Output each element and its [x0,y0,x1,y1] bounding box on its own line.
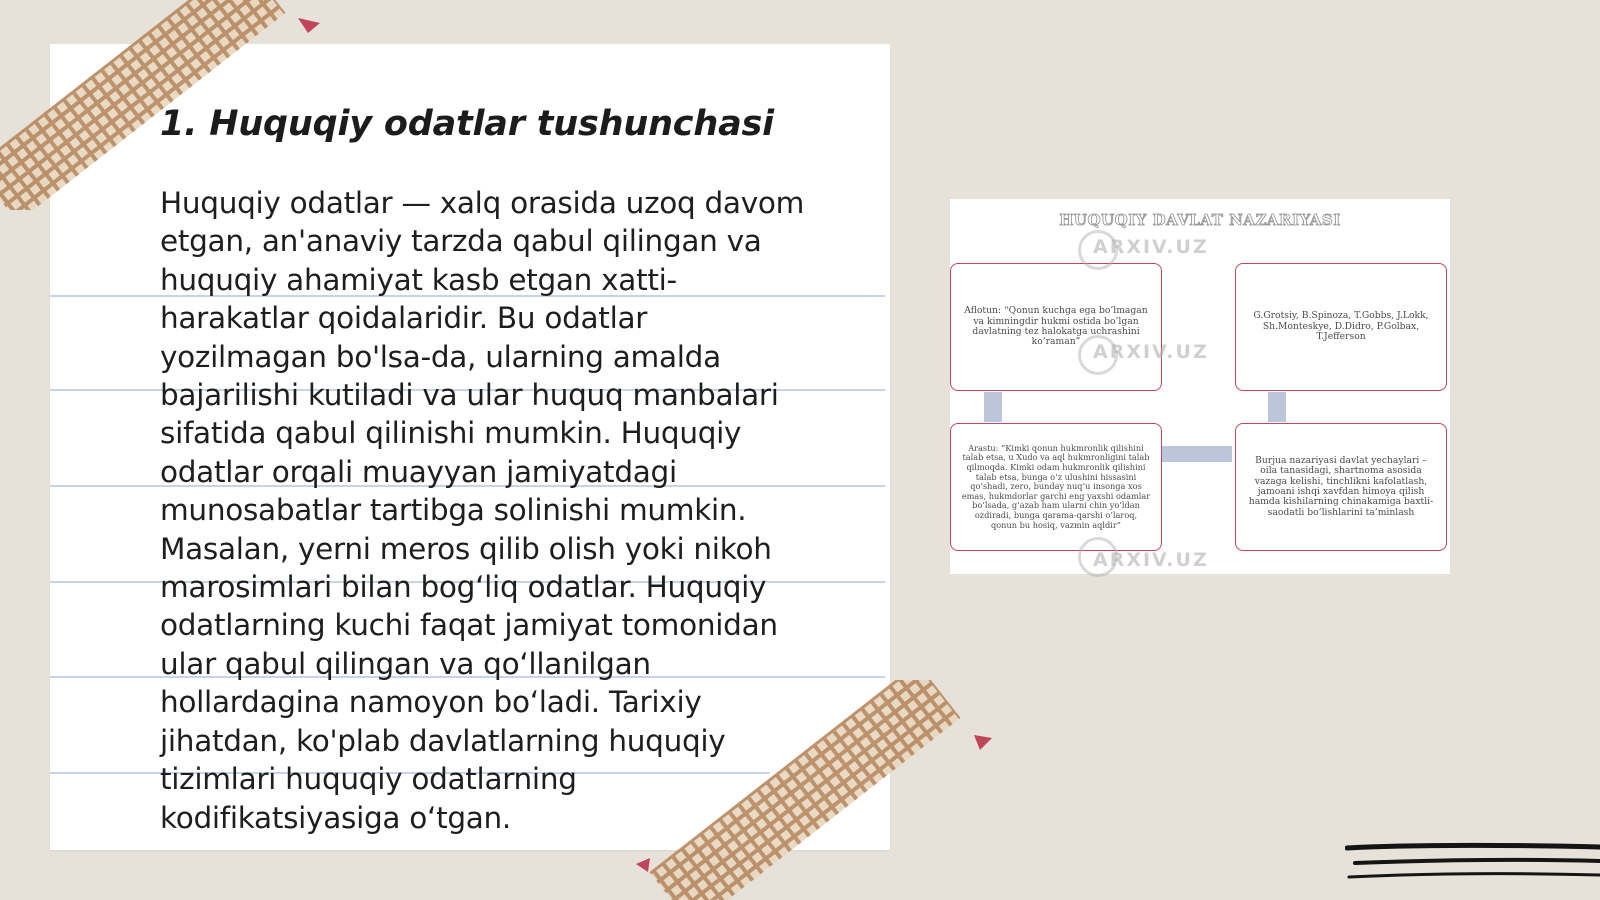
diagram-connector [1162,446,1232,462]
watermark: ARXIV.UZ [1093,236,1209,258]
body-line: bajarilishi kutiladi va ular huquq manbalari [160,378,779,413]
diagram-image [950,199,1450,574]
body-line: odatlar orqali muayyan jamiyatdagi [160,454,677,489]
body-line: marosimlari bilan bogʻliq odatlar. Huquqiy [160,570,767,605]
diagram-title: HUQUQIY DAVLAT NAZARIYASI [1059,211,1341,229]
body-line: harakatlar qoidalaridir. Bu odatlar [160,301,648,336]
body-line: yozilmagan bo'lsa-da, ularning amalda [160,339,721,374]
diagram-box [950,263,1162,391]
body-line: Huquqiy odatlar — xalq orasida uzoq davom [160,186,805,220]
body-paragraph [160,184,850,837]
diagram-box-text: Burjua nazariyasi davlat yechaylari – oila tanasidagi, shartnoma asosida vazaga kelishi, tinchlikni kafolatlash, jamoani ishqi xavfdan himoya qilish hamda kishilarning chinakamiga baxtli-saodatli bo’lishlarini ta’minlash [1248,454,1434,518]
diagram-box-text: Arastu: “Kimki qonun hukmronlik qilishini talab etsa, u Xudo va aql hukmronligini talab qilmoqda. Kimki odam hukmronlik qilishini talab etsa, bunga o’z ulushini hissasini qo’shadi, zero, bunday nuq’u insonga xos emas, hukmdorlar garchi eng yaxshi odamlar bo’lsada, g’azab ham ularni chin yo’ldan ozdiradi, bunga qarama-qarshi o’laroq, qonun bu hosiq, vazmin aqldir” [961,442,1151,530]
slide-title: 1. Huquqiy odatlar tushunchasi [160,104,774,144]
diagram-box [1235,423,1447,551]
diagram-box-text: G.Grotsiy, B.Spinoza, T.Gobbs, J.Lokk, Sh.Monteskye, D.Didro, P.Golbax, T.Jefferson [1253,310,1429,343]
body-line: odatlarning kuchi faqat jamiyat tomonidan [160,608,778,643]
diagram-box-text: Aflotun: “Qonun kuchga ega bo’lmagan va kimningdir hukmi ostida bo’lgan davlatning tez halokatga uchrashini ko’raman” [964,305,1148,348]
brush-stroke-lines [1345,842,1600,892]
diagram-box [950,423,1162,551]
watermark: ARXIV.UZ [1093,549,1209,571]
watermark: ARXIV.UZ [1093,341,1209,363]
body-line: jihatdan, ko'plab davlatlarning huquqiy [160,723,726,758]
body-line: kodifikatsiyasiga oʻtgan. [160,800,512,835]
diagram-connector [984,392,1002,422]
body-line: tizimlari huquqiy odatlarning [160,762,577,797]
body-line: ular qabul qilingan va qoʻllanilgan [160,646,651,681]
body-line: huquqiy ahamiyat kasb etgan xatti- [160,262,677,297]
body-line: sifatida qabul qilinishi mumkin. Huquqiy [160,416,742,451]
body-line: munosabatlar tartibga solinishi mumkin. [160,493,747,528]
body-line: Masalan, yerni meros qilib olish yoki nikoh [160,531,772,566]
body-line: hollardagina namoyon boʻladi. Tarixiy [160,685,702,720]
diagram-connector [1268,392,1286,422]
body-line: etgan, an'anaviy tarzda qabul qilingan va [160,224,762,259]
diagram-box [1235,263,1447,391]
